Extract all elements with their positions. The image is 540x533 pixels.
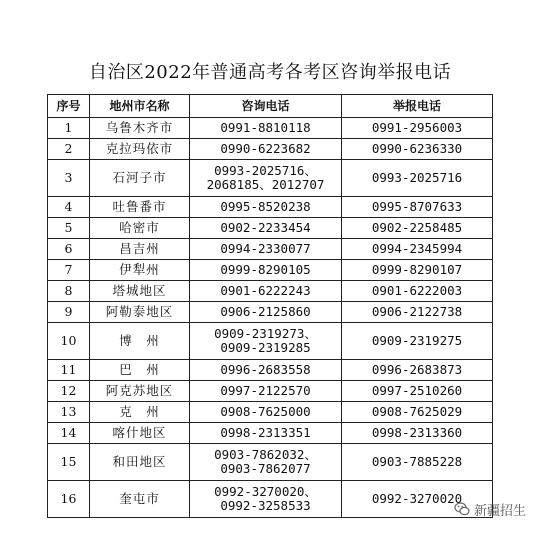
- row-report-phone: 0999-8290107: [342, 260, 493, 281]
- row-region: 哈密市: [90, 218, 190, 239]
- row-consult-phone: [190, 360, 342, 381]
- row-report-phone: 0996-2683873: [342, 360, 493, 381]
- row-consult-phone: [190, 423, 342, 444]
- row-index: 8: [48, 281, 90, 302]
- row-report-phone: 0903-7885228: [342, 444, 493, 481]
- row-report-phone: 0998-2313360: [342, 423, 493, 444]
- row-region: 阿勒泰地区: [90, 302, 190, 323]
- table-header-row: [48, 95, 493, 118]
- row-region: 克 州: [90, 402, 190, 423]
- row-consult-phone: [190, 302, 342, 323]
- consult-phone-line: 0901-6222243: [220, 283, 311, 298]
- row-index: 10: [48, 323, 90, 360]
- consult-phone-line: 0903-7862032、: [214, 447, 317, 462]
- consult-phone-line: 0998-2313351: [220, 425, 311, 440]
- row-consult-phone: [190, 481, 342, 518]
- watermark-text: 新疆招生: [474, 503, 527, 519]
- row-report-phone: 0991-2956003: [342, 118, 493, 139]
- row-region: 阿克苏地区: [90, 381, 190, 402]
- row-region: 伊犁州: [90, 260, 190, 281]
- row-region: 和田地区: [90, 444, 190, 481]
- row-consult-phone: [190, 444, 342, 481]
- table-row: [48, 444, 493, 481]
- row-region: 博 州: [90, 323, 190, 360]
- table-row: [48, 281, 493, 302]
- row-report-phone: 0993-2025716: [342, 160, 493, 197]
- row-index: 2: [48, 139, 90, 160]
- row-region: 喀什地区: [90, 423, 190, 444]
- row-report-phone: 0995-8707633: [342, 197, 493, 218]
- table-row: [48, 302, 493, 323]
- consult-phone-line: 0992-3270020、: [214, 484, 317, 499]
- row-report-phone: 0906-2122738: [342, 302, 493, 323]
- row-index: 16: [48, 481, 90, 518]
- row-index: 4: [48, 197, 90, 218]
- consult-phone-line: 0994-2330077: [220, 241, 311, 256]
- table-row: [48, 323, 493, 360]
- consult-phone-line: 0903-7862077: [220, 461, 311, 476]
- row-consult-phone: [190, 239, 342, 260]
- header-index: 序号: [48, 95, 90, 118]
- document-title: 自治区2022年普通高考各考区咨询举报电话: [88, 62, 452, 83]
- row-report-phone: 0994-2345994: [342, 239, 493, 260]
- table-row: [48, 481, 493, 518]
- row-consult-phone: [190, 139, 342, 160]
- row-index: 11: [48, 360, 90, 381]
- row-index: 1: [48, 118, 90, 139]
- row-index: 15: [48, 444, 90, 481]
- row-report-phone: 0902-2258485: [342, 218, 493, 239]
- row-index: 5: [48, 218, 90, 239]
- consult-phone-line: 0991-8810118: [220, 120, 311, 135]
- row-index: 7: [48, 260, 90, 281]
- consult-phone-line: 0908-7625000: [220, 404, 311, 419]
- row-index: 9: [48, 302, 90, 323]
- row-report-phone: 0997-2510260: [342, 381, 493, 402]
- consult-phone-line: 0990-6223682: [220, 141, 311, 156]
- row-region: 克拉玛依市: [90, 139, 190, 160]
- table-row: [48, 160, 493, 197]
- table-row: [48, 360, 493, 381]
- consult-phone-line: 0909-2319285: [220, 340, 311, 355]
- consult-phone-line: 0909-2319273、: [214, 326, 317, 341]
- row-consult-phone: [190, 323, 342, 360]
- hotline-table: [47, 94, 493, 518]
- consult-phone-line: 0992-3258533: [220, 498, 311, 513]
- row-index: 14: [48, 423, 90, 444]
- consult-phone-line: 0999-8290105: [220, 262, 311, 277]
- row-consult-phone: [190, 160, 342, 197]
- row-index: 12: [48, 381, 90, 402]
- table-row: [48, 118, 493, 139]
- table-row: [48, 139, 493, 160]
- row-region: 吐鲁番市: [90, 197, 190, 218]
- row-region: 奎屯市: [90, 481, 190, 518]
- row-consult-phone: [190, 260, 342, 281]
- row-index: 6: [48, 239, 90, 260]
- consult-phone-line: 2068185、2012707: [206, 177, 325, 192]
- row-report-phone: 0908-7625029: [342, 402, 493, 423]
- watermark: [454, 499, 526, 519]
- table-row: [48, 239, 493, 260]
- consult-phone-line: 0902-2233454: [220, 220, 311, 235]
- header-region: 地州市名称: [90, 95, 190, 118]
- row-consult-phone: [190, 381, 342, 402]
- table-row: [48, 260, 493, 281]
- row-consult-phone: [190, 402, 342, 423]
- table-row: [48, 402, 493, 423]
- wechat-bubble-icon: [454, 501, 470, 517]
- consult-phone-line: 0906-2125860: [220, 304, 311, 319]
- consult-phone-line: 0995-8520238: [220, 199, 311, 214]
- row-region: 乌鲁木齐市: [90, 118, 190, 139]
- row-index: 3: [48, 160, 90, 197]
- row-region: 石河子市: [90, 160, 190, 197]
- consult-phone-line: 0997-2122570: [220, 383, 311, 398]
- row-report-phone: 0990-6236330: [342, 139, 493, 160]
- row-region: 巴 州: [90, 360, 190, 381]
- header-report-phone: 举报电话: [342, 95, 493, 118]
- row-report-phone: 0992-3270020: [342, 481, 493, 518]
- row-region: 塔城地区: [90, 281, 190, 302]
- row-consult-phone: [190, 197, 342, 218]
- row-consult-phone: [190, 118, 342, 139]
- row-report-phone: 0901-6222003: [342, 281, 493, 302]
- row-consult-phone: [190, 218, 342, 239]
- table-row: [48, 423, 493, 444]
- table-row: [48, 218, 493, 239]
- row-report-phone: 0909-2319275: [342, 323, 493, 360]
- row-region: 昌吉州: [90, 239, 190, 260]
- consult-phone-line: 0993-2025716、: [214, 163, 317, 178]
- row-consult-phone: [190, 281, 342, 302]
- table-body: [48, 118, 493, 518]
- table-row: [48, 381, 493, 402]
- table-row: [48, 197, 493, 218]
- consult-phone-line: 0996-2683558: [220, 362, 311, 377]
- row-index: 13: [48, 402, 90, 423]
- header-consult-phone: 咨询电话: [190, 95, 342, 118]
